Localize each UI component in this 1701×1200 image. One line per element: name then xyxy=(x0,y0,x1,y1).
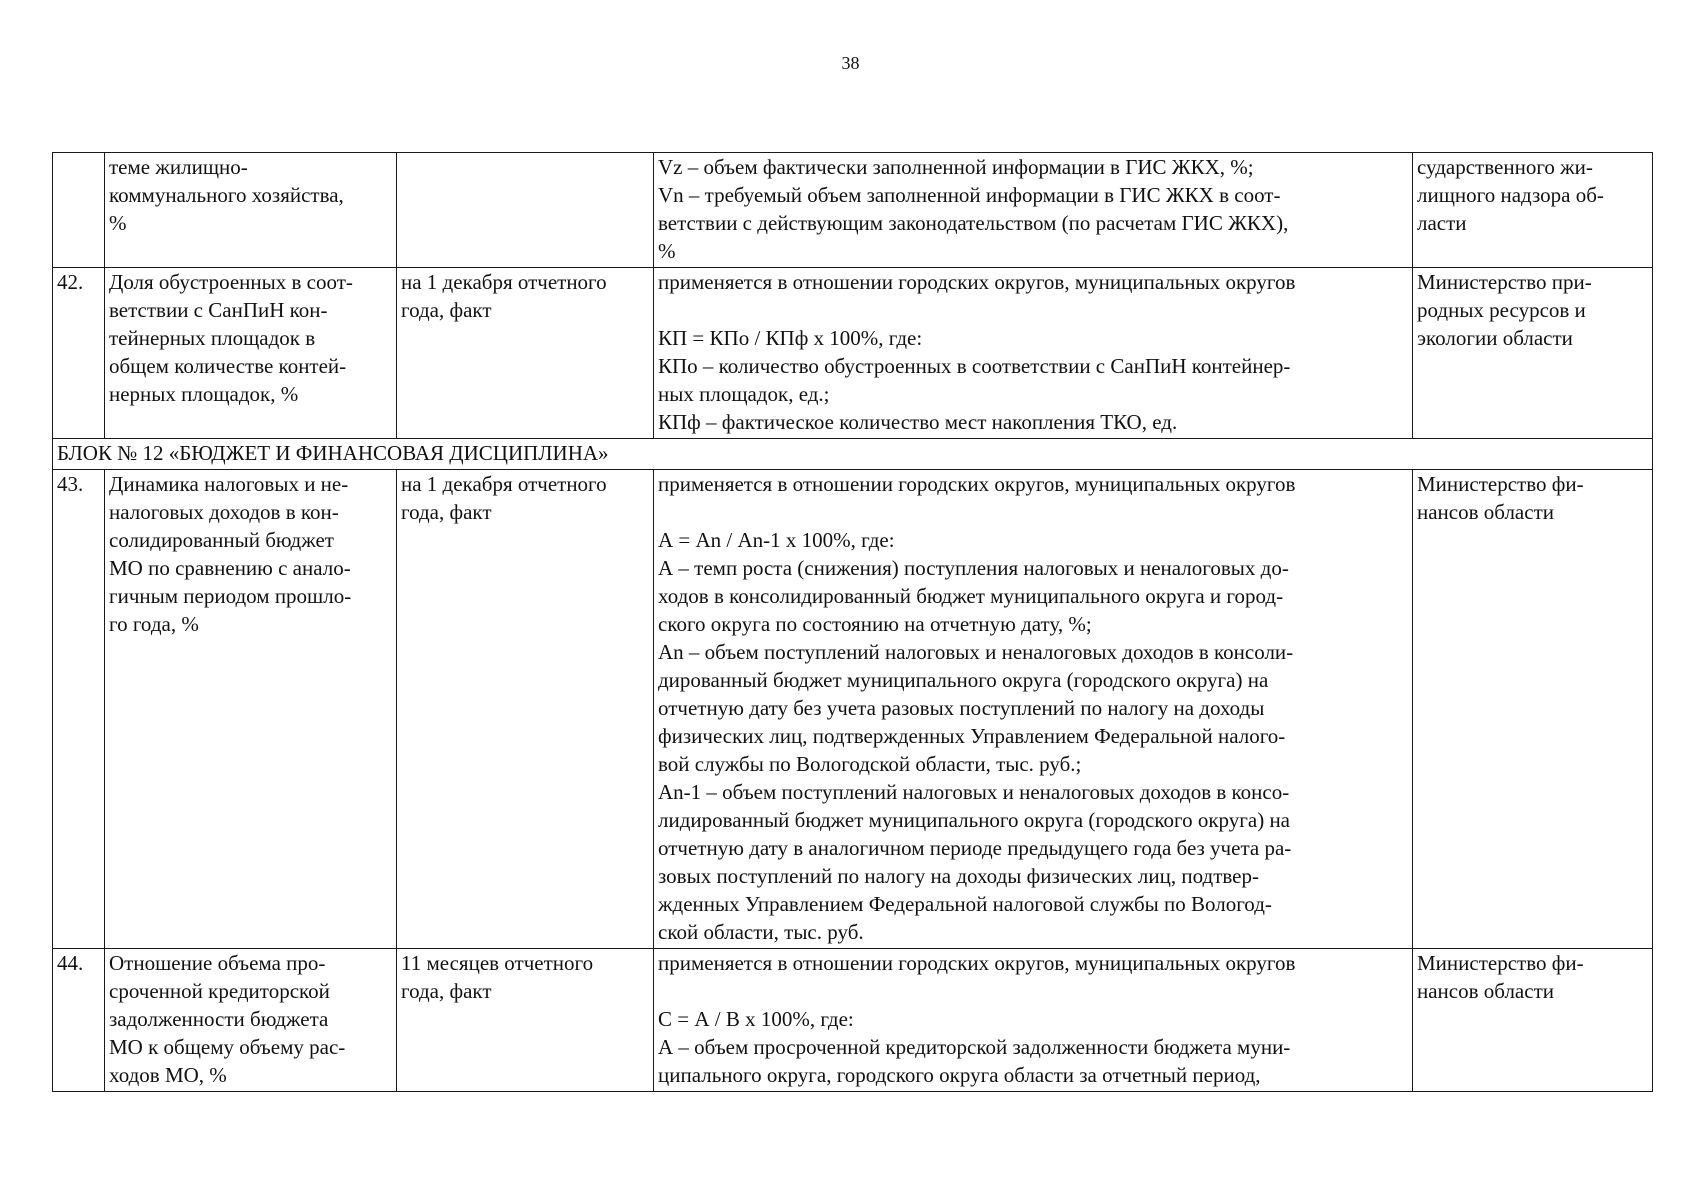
indicators-table xyxy=(52,152,1653,1092)
cell-responsible: сударственного жи- лищного надзора об- ласти xyxy=(1413,153,1653,268)
block-header: БЛОК № 12 «БЮДЖЕТ И ФИНАНСОВАЯ ДИСЦИПЛИНА» xyxy=(53,439,1653,470)
cell-method: Vz – объем фактически заполненной информации в ГИС ЖКХ, %; Vn – требуемый объем заполненной информации в ГИС ЖКХ в соот- ветствии с действующим законодательством (по расчетам ГИС ЖКХ), % xyxy=(654,153,1413,268)
cell-method: применяется в отношении городских округов, муниципальных округов А = Аn / Аn-1 х 100%, где: А – темп роста (снижения) поступления налоговых и неналоговых до- ходов в консолидированный бюджет муниципального округа и город- ского округа по состоянию на отчетную дату, %; Аn – объем поступлений налоговых и неналоговых доходов в консоли- дированный бюджет муниципального округа (городского округа) на отчетную дату без учета разовых поступлений по налогу на доходы физических лиц, подтвержденных Управлением Федеральной налого- вой службы по Вологодской области, тыс. руб.; Аn-1 – объем поступлений налоговых и неналоговых доходов в консо- лидированный бюджет муниципального округа (городского округа) на отчетную дату в аналогичном периоде предыдущего года без учета ра- зовых поступлений по налогу на доходы физических лиц, подтвер- жденных Управлением Федеральной налоговой службы по Вологод- ской области, тыс. руб. xyxy=(654,470,1413,949)
cell-indicator-name: Динамика налоговых и не- налоговых доходов в кон- солидированный бюджет МО по сравнению с анало- гичным периодом прошло- го года, % xyxy=(105,470,397,949)
cell-method: применяется в отношении городских округов, муниципальных округов КП = КПо / КПф х 100%, где: КПо – количество обустроенных в соответствии с СанПиН контейнер- ных площадок, ед.; КПф – фактическое количество мест накопления ТКО, ед. xyxy=(654,268,1413,439)
cell-period: на 1 декабря отчетного года, факт xyxy=(397,470,654,949)
cell-period: 11 месяцев отчетного года, факт xyxy=(397,949,654,1092)
cell-number: 42. xyxy=(53,268,105,439)
cell-indicator-name: Доля обустроенных в соот- ветствии с СанПиН кон- тейнерных площадок в общем количестве контей- нерных площадок, % xyxy=(105,268,397,439)
cell-number: 43. xyxy=(53,470,105,949)
cell-responsible: Министерство при- родных ресурсов и экологии области xyxy=(1413,268,1653,439)
table-row-44 xyxy=(53,949,1653,1092)
table-row-continued xyxy=(53,153,1653,268)
cell-period: на 1 декабря отчетного года, факт xyxy=(397,268,654,439)
cell-indicator-name: теме жилищно- коммунального хозяйства, % xyxy=(105,153,397,268)
table-row-42 xyxy=(53,268,1653,439)
cell-number: 44. xyxy=(53,949,105,1092)
table-row-43 xyxy=(53,470,1653,949)
cell-method: применяется в отношении городских округов, муниципальных округов С = А / В х 100%, где: А – объем просроченной кредиторской задолженности бюджета муни- ципального округа, городского округа области за отчетный период, xyxy=(654,949,1413,1092)
cell-responsible: Министерство фи- нансов области xyxy=(1413,949,1653,1092)
cell-period xyxy=(397,153,654,268)
cell-indicator-name: Отношение объема про- сроченной кредиторской задолженности бюджета МО к общему объему рас- ходов МО, % xyxy=(105,949,397,1092)
block-header-row xyxy=(53,439,1653,470)
cell-number xyxy=(53,153,105,268)
page-number: 38 xyxy=(841,53,860,73)
cell-responsible: Министерство фи- нансов области xyxy=(1413,470,1653,949)
